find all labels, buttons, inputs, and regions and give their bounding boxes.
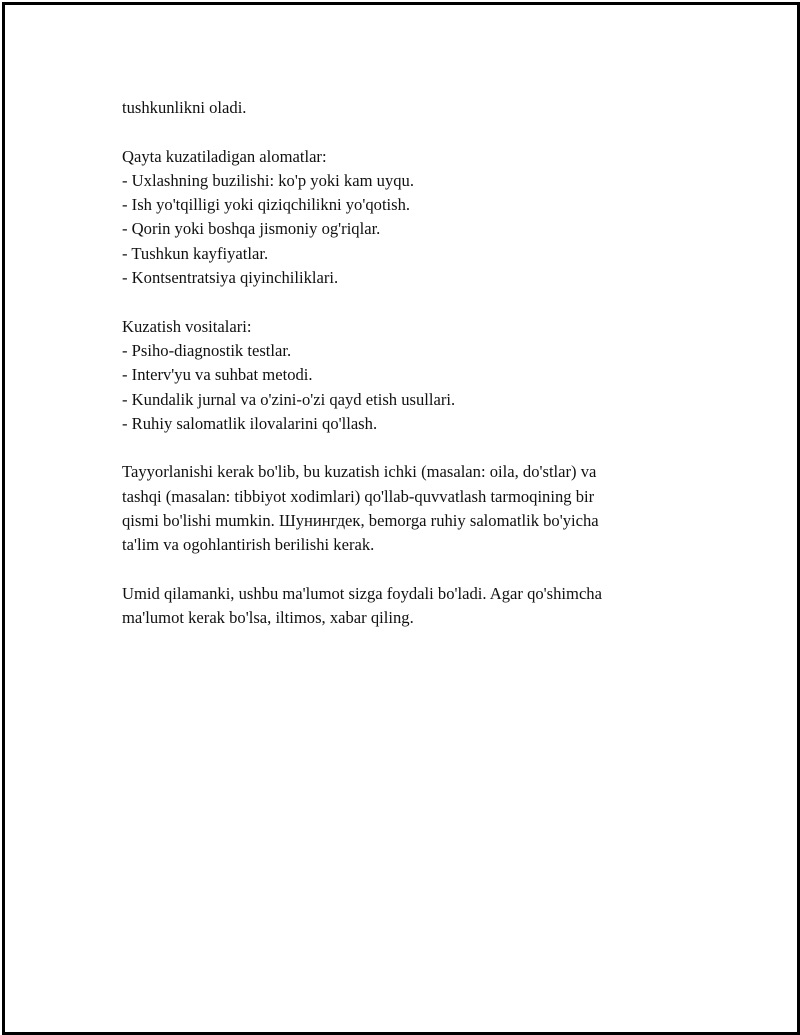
document-body — [122, 96, 682, 655]
text-line: ma'lumot kerak bo'lsa, iltimos, xabar qiling. — [122, 608, 414, 628]
list-item: - Qorin yoki boshqa jismoniy og'riqlar. — [122, 219, 381, 239]
list-item: - Kundalik jurnal va o'zini-o'zi qayd etish usullari. — [122, 389, 456, 409]
list-item: - Tushkun kayfiyatlar. — [122, 243, 269, 263]
text-line: tushkunlikni oladi. — [122, 98, 247, 117]
paragraph-continuation — [122, 96, 682, 120]
paragraph-closing — [122, 582, 682, 631]
text-line: Tayyorlanishi kerak bo'lib, bu kuzatish ichki (masalan: oila, do'stlar) va — [122, 462, 597, 482]
paragraph-support — [122, 460, 682, 557]
text-line: tashqi (masalan: tibbiyot xodimlari) qo'llab-quvvatlash tarmoqining bir — [122, 486, 595, 506]
list-item: - Psiho-diagnostik testlar. — [122, 340, 292, 360]
list-item: - Uxlashning buzilishi: ko'p yoki kam uyqu. — [122, 170, 414, 190]
section-heading: Kuzatish vositalari: — [122, 316, 252, 336]
text-line: qismi bo'lishi mumkin. Шунингдек, bemorga ruhiy salomatlik bo'yicha — [122, 511, 599, 531]
text-line: Umid qilamanki, ushbu ma'lumot sizga foydali bo'ladi. Agar qo'shimcha — [122, 583, 602, 603]
list-item: - Ruhiy salomatlik ilovalarini qo'llash. — [122, 413, 378, 433]
section-heading: Qayta kuzatiladigan alomatlar: — [122, 146, 327, 166]
list-item: - Kontsentratsiya qiyinchiliklari. — [122, 268, 339, 288]
paragraph-tools — [122, 315, 682, 436]
page-frame — [2, 2, 800, 1035]
text-line: ta'lim va ogohlantirish berilishi kerak. — [122, 535, 375, 555]
list-item: - Ish yo'tqilligi yoki qiziqchilikni yo'qotish. — [122, 195, 411, 215]
paragraph-symptoms — [122, 145, 682, 291]
list-item: - Interv'yu va suhbat metodi. — [122, 365, 313, 385]
